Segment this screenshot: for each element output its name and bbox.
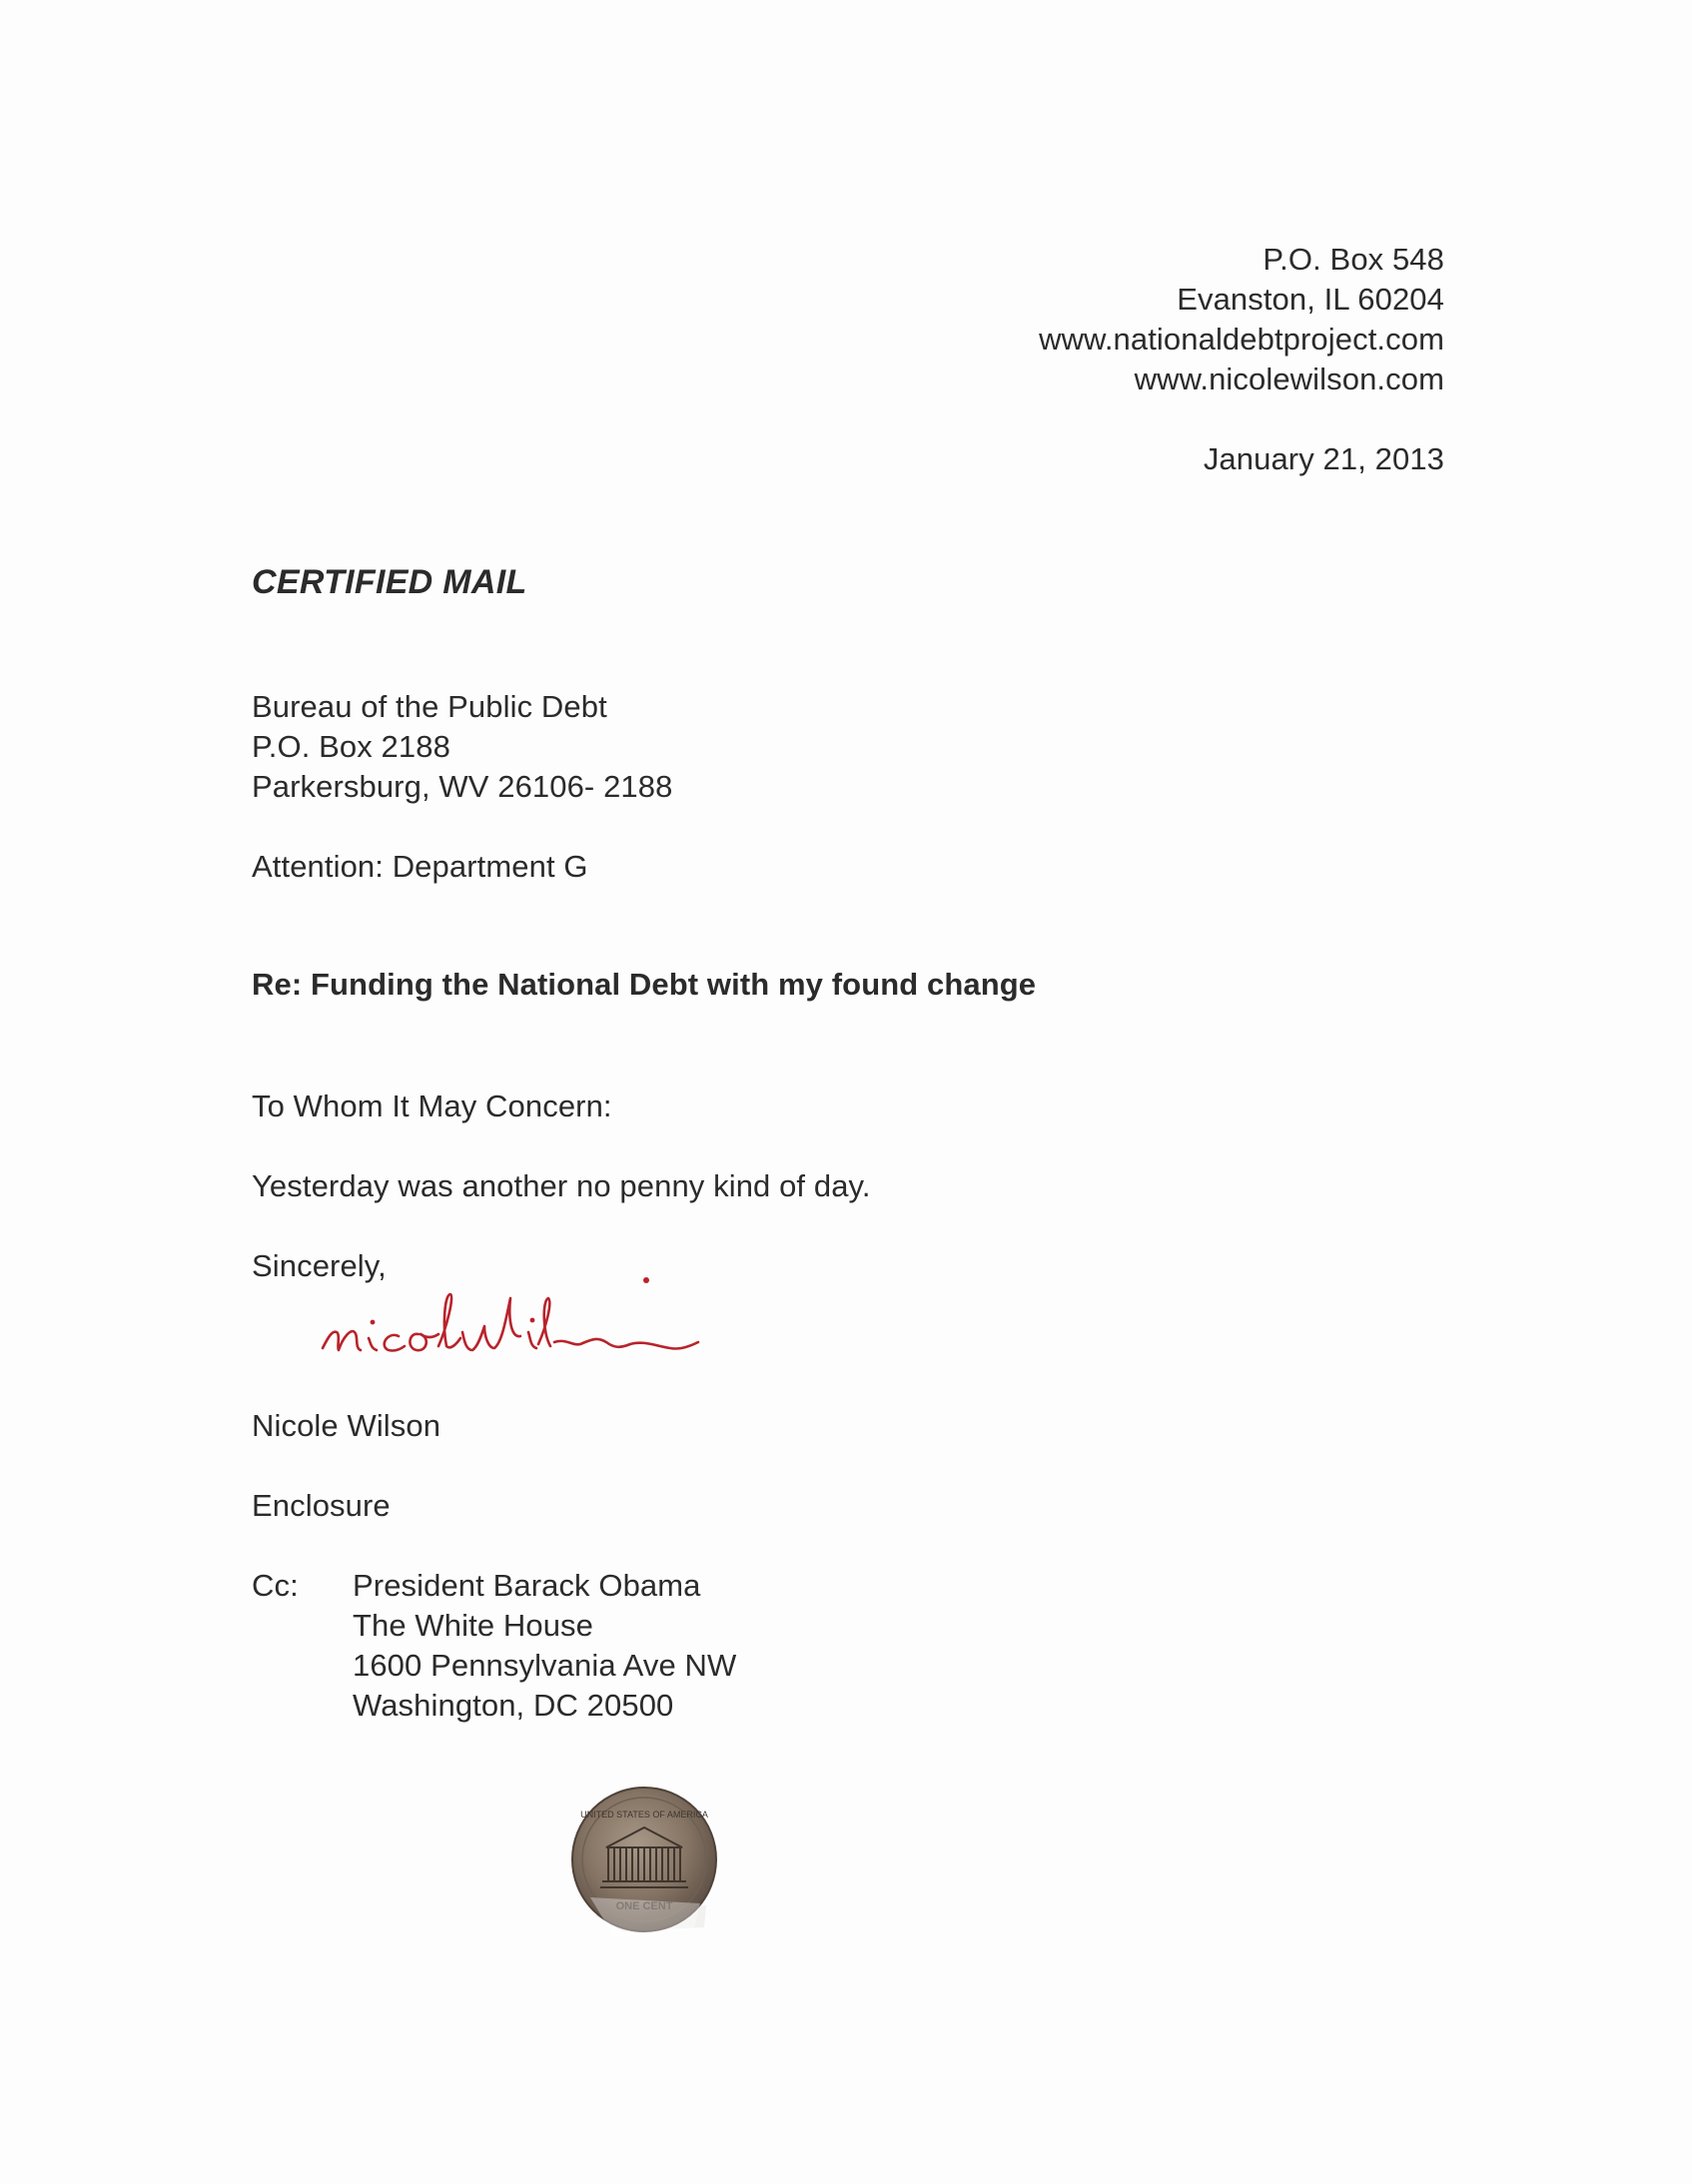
cc-line-3: 1600 Pennsylvania Ave NW: [353, 1648, 737, 1683]
cc-line-2: The White House: [353, 1608, 593, 1643]
signer-name: Nicole Wilson: [252, 1408, 441, 1443]
recipient-address-line-2: Parkersburg, WV 26106- 2188: [252, 769, 673, 804]
svg-text:ONE CENT: ONE CENT: [615, 1900, 673, 1912]
cc-line-1: President Barack Obama: [353, 1568, 701, 1603]
recipient-name: Bureau of the Public Debt: [252, 689, 607, 724]
recipient-address-line-1: P.O. Box 2188: [252, 729, 450, 764]
letter-date: January 21, 2013: [1203, 441, 1444, 476]
sender-website-1: www.nationaldebtproject.com: [1039, 322, 1444, 357]
sender-address-line-2: Evanston, IL 60204: [1177, 282, 1444, 317]
salutation: To Whom It May Concern:: [252, 1089, 612, 1123]
enclosure-note: Enclosure: [252, 1488, 391, 1523]
delivery-method: CERTIFIED MAIL: [252, 563, 527, 601]
cc-line-4: Washington, DC 20500: [353, 1688, 674, 1723]
svg-text:UNITED STATES OF AMERICA: UNITED STATES OF AMERICA: [580, 1810, 708, 1820]
enclosed-penny-image: [554, 1778, 734, 1947]
cc-label: Cc:: [252, 1568, 299, 1603]
sender-website-2: www.nicolewilson.com: [1134, 362, 1444, 396]
sender-address-line-1: P.O. Box 548: [1263, 242, 1444, 277]
closing: Sincerely,: [252, 1248, 387, 1283]
handwritten-signature: [315, 1266, 714, 1376]
attention-line: Attention: Department G: [252, 849, 588, 884]
subject-line: Re: Funding the National Debt with my found change: [252, 967, 1037, 1002]
letter-body: Yesterday was another no penny kind of day.: [252, 1168, 871, 1203]
